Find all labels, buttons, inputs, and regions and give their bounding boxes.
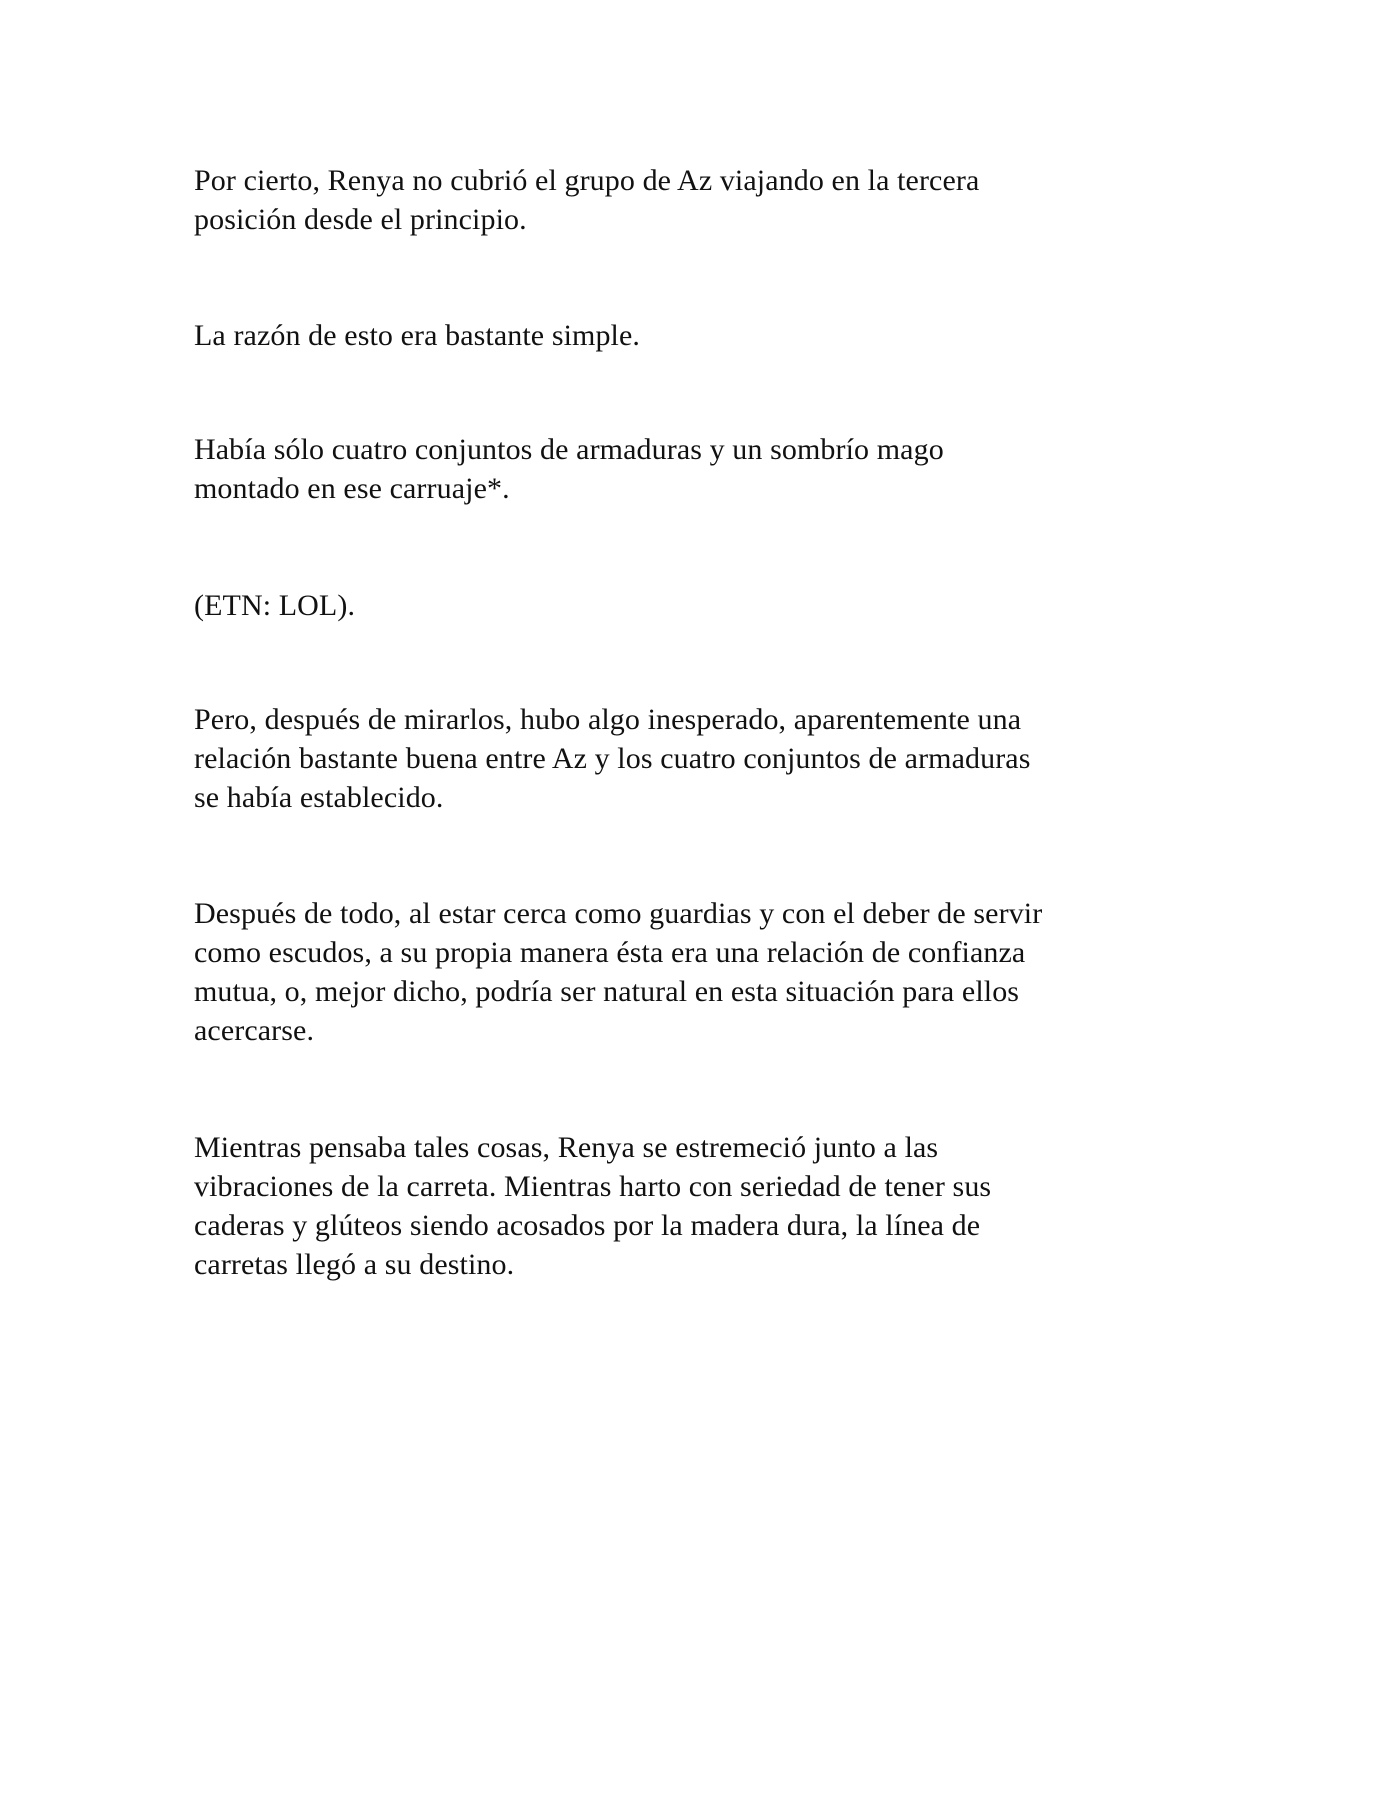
paragraph-relationship: Pero, después de mirarlos, hubo algo inesperado, aparentemente una relación bastante buena entre Az y los cuatro conjuntos de armaduras se había establecido. <box>194 703 1031 814</box>
paragraph-reason: La razón de esto era bastante simple. <box>194 319 641 352</box>
paragraph-translator-note: (ETN: LOL). <box>194 589 356 622</box>
paragraph-arrival: Mientras pensaba tales cosas, Renya se estremeció junto a las vibraciones de la carreta. Mientras harto con seriedad de tener sus caderas y glúteos siendo acosados por la madera dura, la línea de carretas llegó a su destino. <box>194 1131 992 1281</box>
paragraph-renya-group: Por cierto, Renya no cubrió el grupo de Az viajando en la tercera posición desde el principio. <box>194 164 980 236</box>
paragraph-guards-trust: Después de todo, al estar cerca como guardias y con el deber de servir como escudos, a su propia manera ésta era una relación de confianza mutua, o, mejor dicho, podría ser natural en esta situación para ellos acercarse. <box>194 897 1043 1047</box>
paragraph-armors-mage: Había sólo cuatro conjuntos de armaduras y un sombrío mago montado en ese carruaje*. <box>194 433 944 505</box>
